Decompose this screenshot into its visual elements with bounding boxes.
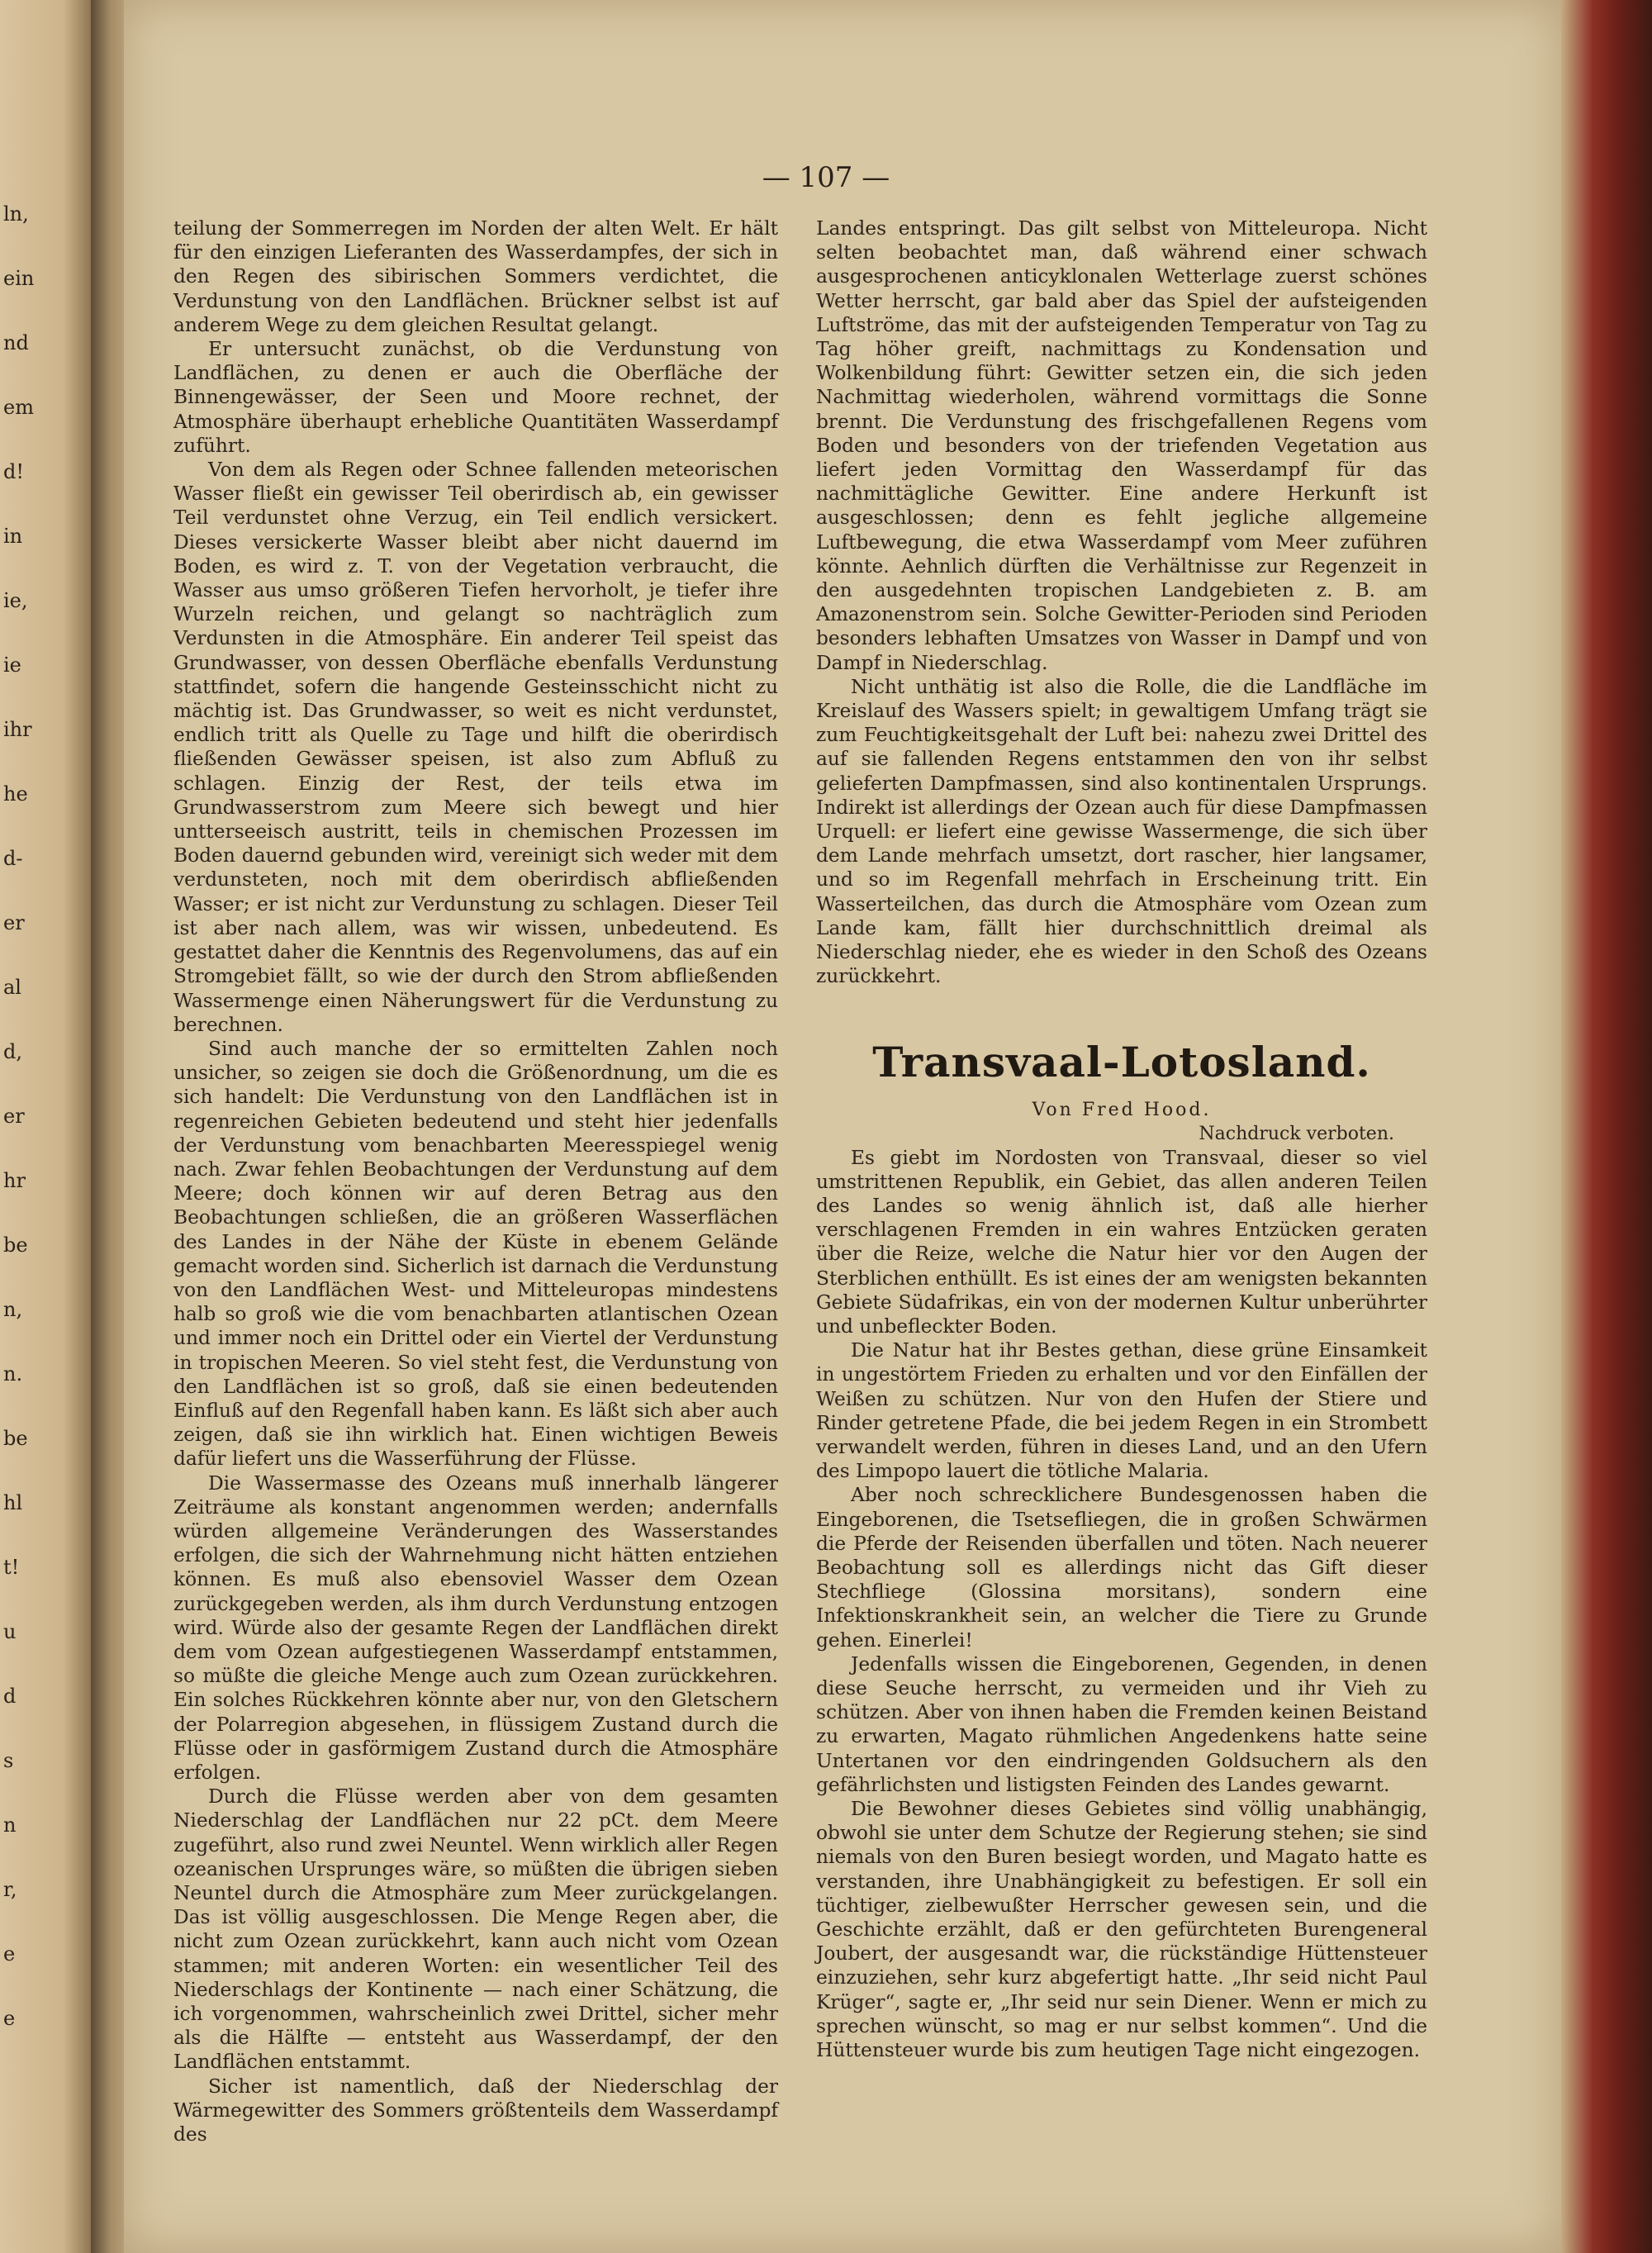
paragraph: Die Bewohner dieses Gebietes sind völlig unabhängig, obwohl sie unter dem Schutze der Regierung stehen; sie sind niemals von den Buren besiegt worden, und Magato hatte es verstanden, ihre Unabhängigkeit zu befestigen. Er soll ein tüchtiger, zielbewußter Herrscher gewesen sein, und die Geschichte erzählt, daß er den gefürchteten Burengeneral Joubert, der ausgesandt war, die rückständige Hüttensteuer einzuziehen, sehr kurz abgefertigt hatte. „Ihr seid nicht Paul Krüger“, sagte er, „Ihr seid nur sein Diener. Wenn er mich zu sprechen wünscht, so mag er nur selbst kommen“. Und die Hüttensteuer wurde bis zum heutigen Tage nicht eingezogen. [816, 1797, 1427, 2062]
facing-page-fragment: em [3, 396, 34, 419]
facing-page-fragment: be [3, 1427, 28, 1450]
facing-page-fragment: er [3, 911, 25, 934]
facing-page-fragment: al [3, 976, 21, 999]
paragraph: teilung der Sommerregen im Norden der alten Welt. Er hält für den einzigen Lieferanten des Wasserdampfes, der sich in den Regen des sibirischen Sommers verdichtet, die Verdunstung von den Landflächen. Brückner selbst ist auf anderem Wege zu dem gleichen Resultat gelangt. [173, 217, 778, 336]
left-column [173, 216, 778, 2146]
facing-page-fragment: n [3, 1813, 17, 1837]
facing-page-fragment: d- [3, 847, 23, 870]
facing-page-fragment: r, [3, 1878, 17, 1901]
paragraph: Nicht unthätig ist also die Rolle, die die Landfläche im Kreislauf des Wassers spielt; in gewaltigem Umfang trägt sie zum Feuchtigkeitsgehalt der Luft bei: nahezu zwei Drittel des auf sie fallenden Regens entstammen den von ihr selbst gelieferten Dampfmassen, sind also kontinentalen Ursprungs. Indirekt ist allerdings der Ozean auch für diese Dampfmassen Urquell: er liefert eine gewisse Wassermenge, die sich über dem Lande mehrfach umsetzt, dort rascher, hier langsamer, und so im Regenfall mehrfach in Erscheinung tritt. Ein Wasserteilchen, das durch die Atmosphäre vom Ozean zum Lande kam, fällt hier durchschnittlich dreimal als Niederschlag nieder, ehe es wieder in den Schoß des Ozeans zurückkehrt. [816, 675, 1427, 988]
facing-page-fragment: d, [3, 1040, 22, 1063]
article-byline: Von Fred Hood. [1032, 1099, 1212, 1120]
paragraph: Sicher ist namentlich, daß der Niederschlag der Wärmegewitter des Sommers größtenteils dem Wasserdampf des [173, 2075, 778, 2146]
paragraph: Landes entspringt. Das gilt selbst von Mitteleuropa. Nicht selten beobachtet man, daß während einer schwach ausgesprochenen anticyklonalen Wetterlage zuerst schönes Wetter herrscht, gar bald aber das Spiel der aufsteigenden Luftströme, das mit der aufsteigenden Temperatur von Tag zu Tag höher greift, nachmittags zu Kondensation und Wolkenbildung führt: Gewitter setzen ein, die sich jeden Nachmittag wiederholen, während vormittags die Sonne brennt. Die Verdunstung des frischgefallenen Regens vom Boden und besonders von der triefenden Vegetation aus liefert jeden Vormittag den Wasserdampf für das nachmittägliche Gewitter. Eine andere Herkunft ist ausgeschlossen; denn es fehlt jegliche allgemeine Luftbewegung, die etwa Wasserdampf vom Meer zuführen könnte. Aehnlich dürften die Verhältnisse zur Regenzeit in den ausgedehnten tropischen Landgebieten z. B. am Amazonenstrom sein. Solche Gewitter-Perioden sind Perioden besonders lebhaften Umsatzes von Wasser in Dampf und von Dampf in Niederschlag. [816, 217, 1427, 674]
facing-page-fragment: d! [3, 460, 25, 483]
facing-page-fragment: t! [3, 1556, 20, 1579]
paragraph: Die Wassermasse des Ozeans muß innerhalb längerer Zeiträume als konstant angenommen werden; andernfalls würden allgemeine Veränderungen des Wasserstandes erfolgen, die sich der Wahrnehmung nicht hätten entziehen können. Es muß also ebensoviel Wasser dem Ozean zurückgegeben werden, als ihm durch Verdunstung entzogen wird. Würde also der gesamte Regen der Landflächen direkt dem vom Ozean aufgestiegenen Wasserdampf entstammen, so müßte die gleiche Menge auch zum Ozean zurückkehren. Ein solches Rückkehren könnte aber nur, von den Gletschern der Polarregion abgesehen, in flüssigem Zustand durch die Flüsse oder in gasförmigem Zustand durch die Atmosphäre erfolgen. [173, 1471, 778, 1784]
facing-page-fragment: er [3, 1105, 25, 1128]
facing-page-fragment: ie, [3, 589, 28, 612]
paragraph: Es giebt im Nordosten von Transvaal, dieser so viel umstrittenen Republik, ein Gebiet, das allen anderen Teilen des Landes so wenig ähnlich ist, daß alle hierher verschlagenen Fremden in ein wahres Entzücken geraten über die Reize, welche die Natur hier vor den Augen der Sterblichen enthüllt. Es ist eines der am wenigsten bekannten Gebiete Südafrikas, ein von der modernen Kultur unberührter und unbefleckter Boden. [816, 1146, 1427, 1338]
facing-page-fragment: d [3, 1685, 17, 1708]
article-body [816, 1146, 1427, 2063]
reprint-notice: Nachdruck verboten. [1199, 1123, 1394, 1144]
facing-page-fragment: ihr [3, 718, 32, 741]
paragraph: Er untersucht zunächst, ob die Verdunstung von Landflächen, zu denen er auch die Oberfläche der Binnengewässer, der Seen und Moore rechnet, der Atmosphäre überhaupt erhebliche Quantitäten Wasserdampf zuführt. [173, 338, 778, 457]
facing-page-fragment: ie [3, 654, 21, 677]
paragraph: Sind auch manche der so ermittelten Zahlen noch unsicher, so zeigen sie doch die Größenordnung, um die es sich handelt: Die Verdunstung von den Landflächen ist in regenreichen Gebieten bedeutend und steht hier jedenfalls der Verdunstung vom benachbarten Meeresspiegel wenig nach. Zwar fehlen Beobachtungen der Verdunstung auf dem Meere; doch können wir auf deren Betrag aus den Beobachtungen schließen, die an größeren Wasserflächen des Landes in der Nähe der Küste in ebenem Gelände gemacht worden sind. Sicherlich ist darnach die Verdunstung von den Landflächen West- und Mitteleuropas mindestens halb so groß wie die vom benachbarten atlantischen Ozean und immer noch ein Drittel oder ein Viertel der Verdunstung in tropischen Meeren. So viel steht fest, die Verdunstung von den Landflächen ist so groß, daß sie einen bedeutenden Einfluß auf den Regenfall haben kann. Es läßt sich aber auch zeigen, daß sie ihn wirklich hat. Einen wichtigen Beweis dafür liefert uns die Wasserführung der Flüsse. [173, 1037, 778, 1471]
book-cover-edge [1561, 0, 1652, 2253]
page-number: — 107 — [762, 161, 890, 194]
facing-page-fragment: hr [3, 1169, 26, 1192]
facing-page-fragment: n, [3, 1298, 23, 1321]
article-title: Transvaal-Lotosland. [872, 1037, 1371, 1086]
facing-page-fragment: n. [3, 1362, 23, 1386]
paragraph: Von dem als Regen oder Schnee fallenden meteorischen Wasser fließt ein gewisser Teil oberirdisch ab, ein gewisser Teil verdunstet ohne Verzug, ein Teil endlich versickert. Dieses versickerte Wasser bleibt aber nicht dauernd im Boden, es wird z. T. von der Vegetation verbraucht, die Wasser aus umso größeren Tiefen hervorholt, je tiefer ihre Wurzeln reichen, und gelangt so nachträglich zum Verdunsten in die Atmosphäre. Ein anderer Teil speist das Grundwasser, von dessen Oberfläche ebenfalls Verdunstung stattfindet, sofern die hangende Gesteinsschicht nicht zu mächtig ist. Das Grundwasser, so weit es nicht verdunstet, endlich tritt als Quelle zu Tage und hilft die oberirdisch fließenden Gewässer speisen, ist also zum Abfluß zu schlagen. Einzig der Rest, der teils etwa im Grundwasserstrom zum Meere sich bewegt und hier untterseeisch austritt, teils in chemischen Prozessen im Boden dauernd gebunden wird, vereinigt sich weder mit dem verdunsteten, noch mit dem oberirdisch abfließenden Wasser; er ist nicht zur Verdunstung zu schlagen. Dieser Teil ist aber nach allem, was wir wissen, unbedeutend. Es gestattet daher die Kenntnis des Regenvolumens, das auf ein Stromgebiet fällt, so wie der durch den Strom abfließenden Wassermenge einen Näherungswert für die Verdunstung zu berechnen. [173, 459, 778, 1036]
paragraph: Aber noch schrecklichere Bundesgenossen haben die Eingeborenen, die Tsetsefliegen, die in großen Schwärmen die Pferde der Reisenden überfallen und töten. Nach neuerer Beobachtung soll es allerdings nicht das Gift dieser Stechfliege (Glossina morsitans), sondern eine Infektionskrankheit sein, an welcher die Tiere zu Grunde gehen. Einerlei! [816, 1484, 1427, 1652]
facing-page-fragment: be [3, 1233, 28, 1257]
facing-page-fragment: ln, [3, 202, 29, 226]
facing-page-fragment: e [3, 1942, 16, 1965]
facing-page-fragment: ein [3, 267, 35, 290]
facing-page-fragment: e [3, 2007, 16, 2030]
facing-page-fragment: hl [3, 1491, 23, 1514]
paragraph: Jedenfalls wissen die Eingeborenen, Gegenden, in denen diese Seuche herrscht, zu vermeiden und ihr Vieh zu schützen. Aber von ihnen haben die Fremden keinen Beistand zu erwarten, Magato rühmlichen Angedenkens hatte seine Untertanen vor den eindringenden Goldsuchern als den gefährlichsten und listigsten Feinden des Landes gewarnt. [816, 1652, 1427, 1796]
paragraph: Durch die Flüsse werden aber von dem gesamten Niederschlag der Landflächen nur 22 pCt. dem Meere zugeführt, also rund zwei Neuntel. Wenn wirklich aller Regen ozeanischen Ursprunges wäre, so müßten die übrigen sieben Neuntel durch die Atmosphäre zum Meer zurückgelangen. Das ist völlig ausgeschlossen. Die Menge Regen aber, die nicht zum Ozean zurückkehrt, kann auch nicht vom Ozean stammen; mit anderen Worten: ein wesentlicher Teil des Niederschlags der Kontinente — nach einer Schätzung, die ich vorgenommen, wahrscheinlich zwei Drittel, sicher mehr als die Hälfte — entsteht aus Wasserdampf, der den Landflächen entstammt. [173, 1785, 778, 2074]
facing-page-edge [0, 0, 91, 2253]
facing-page-fragment: he [3, 782, 28, 806]
right-column [816, 216, 1427, 2062]
facing-page-fragment: s [3, 1749, 14, 1772]
facing-page-fragment: nd [3, 331, 29, 354]
facing-page-fragment: u [3, 1620, 17, 1643]
paragraph: Die Natur hat ihr Bestes gethan, diese grüne Einsamkeit in ungestörtem Frieden zu erhalten und vor den Einfällen der Weißen zu schützen. Nur von den Hufen der Stiere und Rinder getretene Pfade, die bei jedem Regen in ein Strombett verwandelt werden, führen in dieses Land, und an den Ufern des Limpopo lauert die tötliche Malaria. [816, 1339, 1427, 1483]
facing-page-fragment: in [3, 525, 23, 548]
